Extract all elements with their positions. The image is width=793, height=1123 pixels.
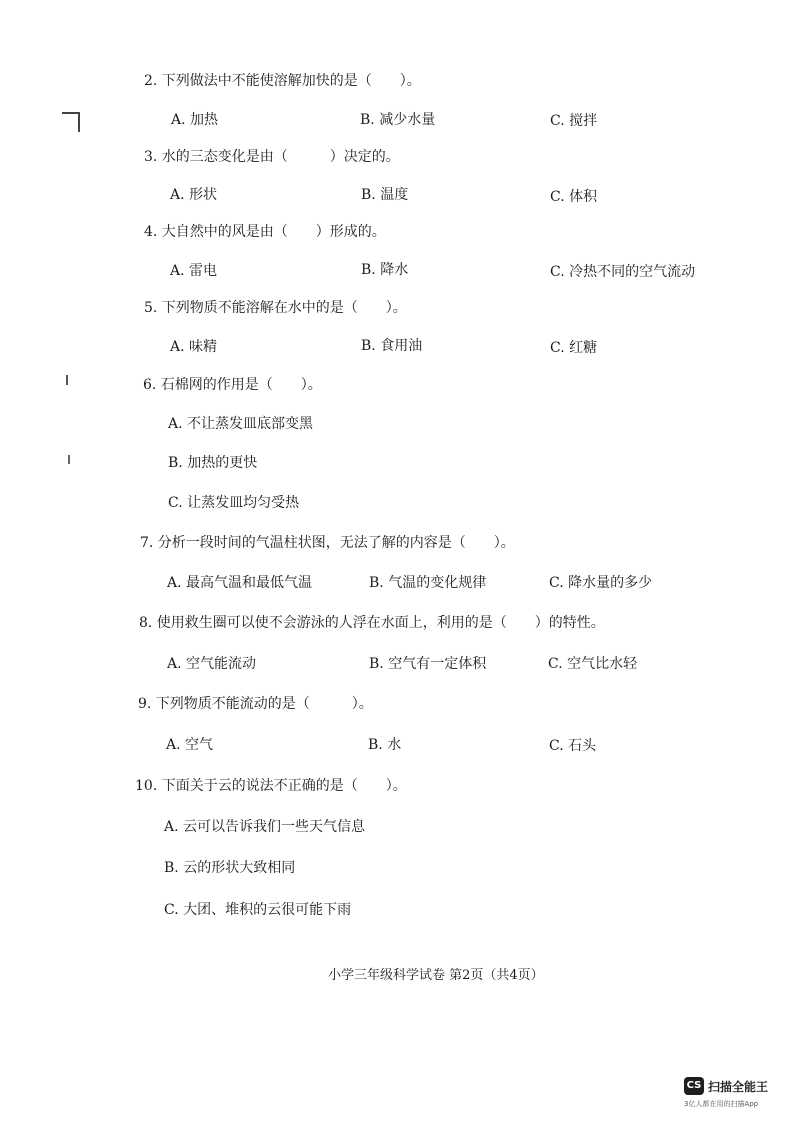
watermark-app-name: 扫描全能王 [708, 1080, 769, 1094]
question-2-option-a: A. 加热 [171, 112, 219, 128]
question-9: 9. 下列物质不能流动的是（ ）。 [138, 696, 373, 712]
question-7-option-a: A. 最高气温和最低气温 [167, 575, 313, 591]
question-9-option-c: C. 石头 [549, 738, 597, 754]
margin-mark [68, 455, 74, 464]
question-5-option-b: B. 食用油 [361, 338, 423, 354]
question-3-option-c: C. 体积 [550, 189, 598, 205]
margin-mark [66, 375, 74, 385]
question-7-option-c: C. 降水量的多少 [549, 575, 653, 591]
question-4-option-c: C. 冷热不同的空气流动 [550, 264, 696, 280]
question-5-option-c: C. 红糖 [550, 340, 598, 356]
question-9-option-b: B. 水 [368, 737, 402, 753]
question-10-option-a: A. 云可以告诉我们一些天气信息 [164, 819, 366, 835]
question-6-option-c: C. 让蒸发皿均匀受热 [168, 495, 300, 511]
question-3: 3. 水的三态变化是由（ ）决定的。 [144, 149, 400, 165]
question-5-option-a: A. 味精 [170, 339, 218, 355]
question-7: 7. 分析一段时间的气温柱状图，无法了解的内容是（ ）。 [140, 535, 515, 551]
question-4: 4. 大自然中的风是由（ ）形成的。 [144, 224, 386, 240]
question-6-option-a: A. 不让蒸发皿底部变黑 [168, 416, 314, 432]
question-2-option-c: C. 搅拌 [550, 113, 598, 129]
question-2-option-b: B. 减少水量 [360, 112, 436, 128]
question-8-option-a: A. 空气能流动 [167, 656, 257, 672]
question-7-option-b: B. 气温的变化规律 [369, 575, 487, 591]
question-6-option-b: B. 加热的更快 [168, 455, 258, 471]
question-10: 10. 下面关于云的说法不正确的是（ ）。 [135, 778, 407, 794]
question-5: 5. 下列物质不能溶解在水中的是（ ）。 [144, 300, 407, 316]
question-6: 6. 石棉网的作用是（ ）。 [143, 377, 322, 393]
watermark-tagline: 3亿人都在用的扫描App [684, 1100, 759, 1108]
question-8-option-b: B. 空气有一定体积 [369, 656, 487, 672]
camscanner-logo-icon: CS [684, 1077, 704, 1095]
question-8: 8. 使用救生圈可以使不会游泳的人浮在水面上，利用的是（ ）的特性。 [139, 615, 605, 631]
margin-mark [78, 114, 80, 132]
question-8-option-c: C. 空气比水轻 [548, 656, 638, 672]
question-3-option-a: A. 形状 [170, 187, 218, 203]
question-3-option-b: B. 温度 [361, 187, 409, 203]
question-9-option-a: A. 空气 [166, 737, 214, 753]
page-footer: 小学三年级科学试卷 第2页（共4页） [328, 968, 544, 983]
question-4-option-a: A. 雷电 [170, 263, 218, 279]
question-4-option-b: B. 降水 [361, 262, 409, 278]
question-10-option-c: C. 大团、堆积的云很可能下雨 [164, 902, 352, 918]
question-2: 2. 下列做法中不能使溶解加快的是（ ）。 [144, 73, 421, 89]
question-10-option-b: B. 云的形状大致相同 [164, 860, 296, 876]
